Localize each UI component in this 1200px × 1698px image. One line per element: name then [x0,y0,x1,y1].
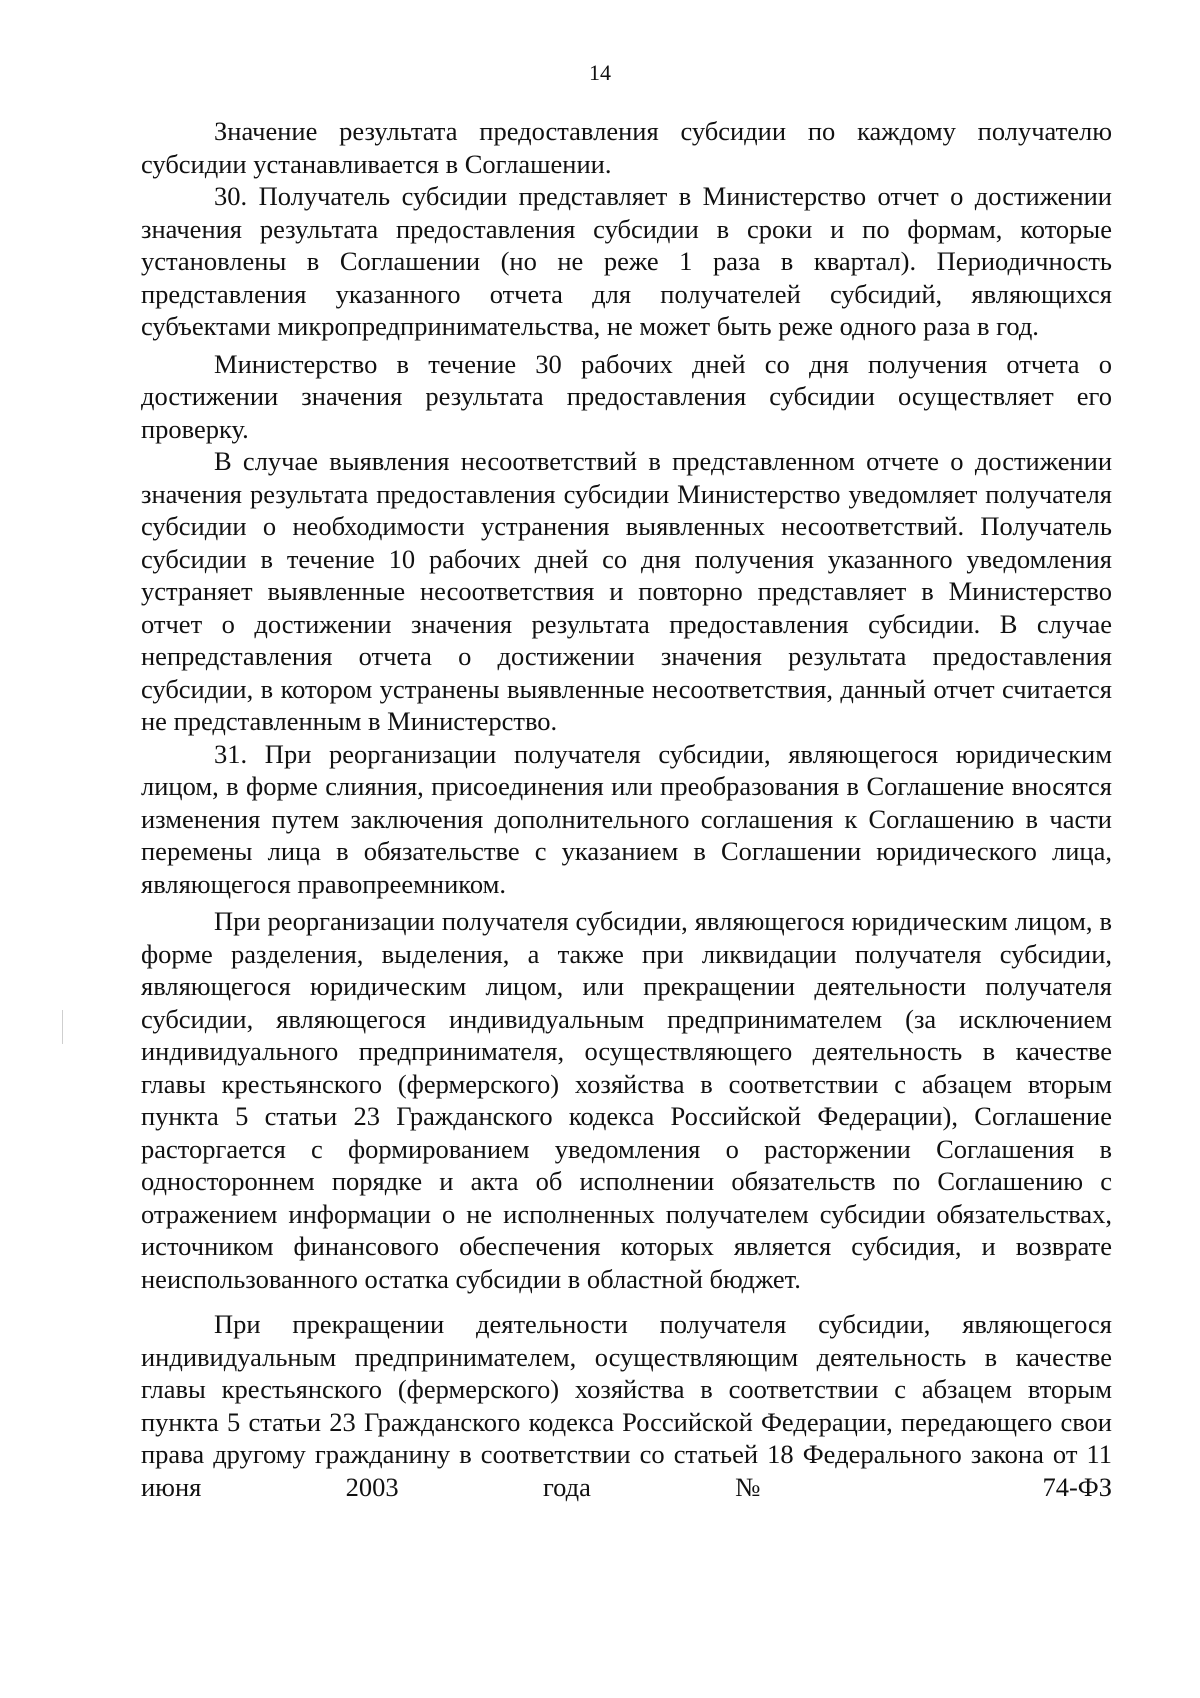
paragraph-item-30: 30. Получатель субсидии представляет в Министерство отчет о достижении значения результата предоставления субсидии в сроки и по формам, которые установлены в Соглашении (но не реже 1 раза в квартал). Периодичность представления указанного отчета для получателей субсидий, являющихся субъектами микропредпринимательства, не может быть реже одного раза в год. [141,181,1112,341]
paragraph-ministry-check: Министерство в течение 30 рабочих дней со дня получения отчета о достижении значения результата предоставления субсидии осуществляет его проверку. [141,348,1112,444]
scan-artifact [62,1010,63,1044]
paragraph-item-31: 31. При реорганизации получателя субсидии, являющегося юридическим лицом, в форме слияния, присоединения или преобразования в Соглашение вносятся изменения путем заключения дополнительного соглашения к Соглашению в части перемены лица в обязательстве с указанием в Соглашении юридического лица, являющегося правопреемником. [141,738,1112,899]
document-body [141,115,1112,1503]
paragraph-discrepancies: В случае выявления несоответствий в представленном отчете о достижении значения результата предоставления субсидии Министерство уведомляет получателя субсидии о необходимости устранения выявленных несоответствий. Получатель субсидии в течение 10 рабочих дней со дня получения указанного уведомления устраняет выявленные несоответствия и повторно представляет в Министерство отчет о достижении значения результата предоставления субсидии. В случае непредставления отчета о достижении значения результата предоставления субсидии, в котором устранены выявленные несоответствия, данный отчет считается не представленным в Министерство. [141,446,1112,736]
paragraph-result-value: Значение результата предоставления субсидии по каждому получателю субсидии устанавливается в Соглашении. [141,116,1112,179]
paragraph-reorganization: При реорганизации получателя субсидии, являющегося юридическим лицом, в форме разделения, выделения, а также при ликвидации получателя субсидии, являющегося юридическим лицом, или прекращении деятельности получателя субсидии, являющегося индивидуальным предпринимателем (за исключением индивидуального предпринимателя, осуществляющего деятельность в качестве главы крестьянского (фермерского) хозяйства в соответствии с абзацем вторым пункта 5 статьи 23 Гражданского кодекса Российской Федерации), Соглашение расторгается с формированием уведомления о расторжении Соглашения в одностороннем порядке и акта об исполнении обязательств по Соглашению с отражением информации о не исполненных получателем субсидии обязательствах, источником финансового обеспечения которых является субсидия, и возврате неиспользованного остатка субсидии в областной бюджет. [141,906,1112,1294]
page-number: 14 [589,60,611,85]
paragraph-farm-termination: При прекращении деятельности получателя субсидии, являющегося индивидуальным предпринимателем, осуществляющим деятельность в качестве главы крестьянского (фермерского) хозяйства в соответствии с абзацем вторым пункта 5 статьи 23 Гражданского кодекса Российской Федерации, передающего свои права другому гражданину в соответствии со статьей 18 Федерального закона от 11 июня 2003 года № 74-ФЗ [141,1309,1112,1502]
